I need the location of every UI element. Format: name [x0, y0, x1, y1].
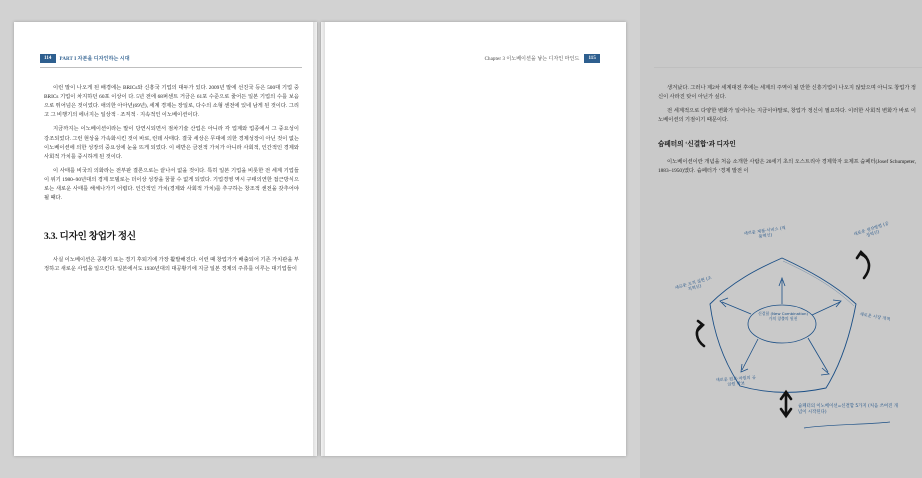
marker-arrow-left [697, 321, 704, 346]
right-column-text [658, 84, 916, 181]
hand-drawn-pentagon-diagram [658, 218, 916, 444]
pentagon-outline [710, 258, 856, 392]
folio-left: 114 [40, 54, 56, 63]
node-label-2: 새로운 생산방법 (공정혁신) [852, 220, 890, 239]
node-label-4: 새로운 원료·자원의 공급원 확보 [715, 374, 757, 387]
pentagon-sketch-overstroke [783, 261, 854, 306]
sub-heading: 슘페터의 ‘신결합’과 디자인 [658, 141, 736, 149]
paragraph: 지금까지는 이노베이션이라는 말이 당연시되면서 점차기술 산업은 아니라 각 업계와 업종에서 그 중요성이 강조되었다. 그런 현상을 가속화시킨 것이 바로, 런데 사태다. 결국 세상은 무대에 의한 경제성장이 아닌 것이 없는 이노베이션에 의한 성장의 중요성에 눈을 뜨게 되었다. 이 에반은 금전적 가치가 아니라 사회적, 인간적인 경제와 사회적 가치를 중시하게 된 것이다. [44, 126, 299, 160]
section-heading: 3.3. 디자인 창업가 정신 [44, 232, 136, 243]
paragraph: 이런 말이 나오게 된 배경에는 BRICs와 신흥국 기업의 대두가 있다. 2009년 말에 선진국 등은 500대 기업 중 BRICs 기업이 차지하던 60포 이상이 다. 5년 전에 68퍼센트 거금은 61포 수준으로 줄어든 일본 기업의 수를 보음으로 뛰어넘은 것이었다. 애의한 아아년(69년), 세계 경제는 장일로, 다수의 소형 센전에 있네 남게 된 것이다. 그리고 그 비행기의 에너지는 일상적 · 조직적 · 지속적인 이노베이션이다. [44, 85, 299, 119]
page-gutter-shadow [313, 22, 325, 456]
part-label: PART I 자본을 디자인하는 시대 [59, 56, 130, 62]
marker-arrow-top-right [857, 252, 869, 278]
node-label-3: 새로운 시장 개척 [859, 311, 891, 322]
paragraph: 이노베이션이란 개념을 처음 소개한 사람은 20세기 초의 오스트리아 경제학자 요제프 슘페터(Josef Schumpeter, 1883~1950)였다. 슘페터가 ‘경제 발전 이 [658, 158, 916, 174]
header-rule-left [40, 67, 302, 68]
header-rule-right [654, 67, 922, 68]
paragraph: 사실 이노베이션은 공황기 또는 경기 후퇴기에 가장 활발해진다. 이런 때 창업가가 배출되어 기존 가치관을 부정하고 새로운 사업을 일으킨다. 일본에서도 1930년대의 대공황기에 지금 일본 경제의 주류를 이루는 대기업들이 [44, 256, 299, 272]
left-column-text [44, 84, 299, 279]
marker-arrow-bottom [781, 392, 791, 416]
paragraph: 생겨났다. 그러나 제2차 세계대전 후에는 세계의 주역이 될 만한 신흥기업이 나오지 않았으며 아니도 창업가 정신이 사라진 탓이 아닌가 싶다. [658, 85, 916, 101]
figure-caption: 슘페터의 이노베이션=신결합 5가지 (처음 쓰여진 개념이 시작된다) [798, 404, 898, 415]
folio-right: 115 [584, 54, 600, 63]
center-label: 신결합 (New Combination) 가치 창출의 원천 [757, 311, 808, 321]
caption-underline [804, 422, 890, 428]
right-page [321, 22, 916, 456]
node-label-1: 새로운 제품·서비스 (제품혁신) [743, 225, 786, 240]
left-page [14, 22, 317, 456]
spoke-arrows [720, 278, 841, 375]
running-head-left [40, 52, 130, 64]
running-head-right [481, 52, 600, 64]
chapter-label: Chapter 3 이노베이션을 낳는 디자인 마인드 [484, 56, 580, 62]
node-label-5: 새로운 조직 실현 (조직혁신) [674, 274, 713, 292]
paragraph: 전 세계적으로 다양한 변화가 일어나는 지금이야말로, 창업가 정신이 필요하다. 이러한 사회적 변화가 바로 이노베이션의 기점이기 때문이다. [658, 108, 916, 124]
paragraph: 이 사태를 비국의 의화라는 전부판 결론으로는 끝나서 없을 것이다. 특히 일본 기업을 비롯한 전 세계 기업들이 위기 1980~90년대의 경제 모델로는 더이상 성장을 꿈꿀 수 없게 되었다. 기업경영 역시 구태의연한 접근방식으로는 새로운 사태를 해체나가기 어렵다. 인간적인 가치(경제와 사회적 가치)를 추구하는 창조적 센전을 갖추어야 될 때다. [44, 167, 299, 202]
